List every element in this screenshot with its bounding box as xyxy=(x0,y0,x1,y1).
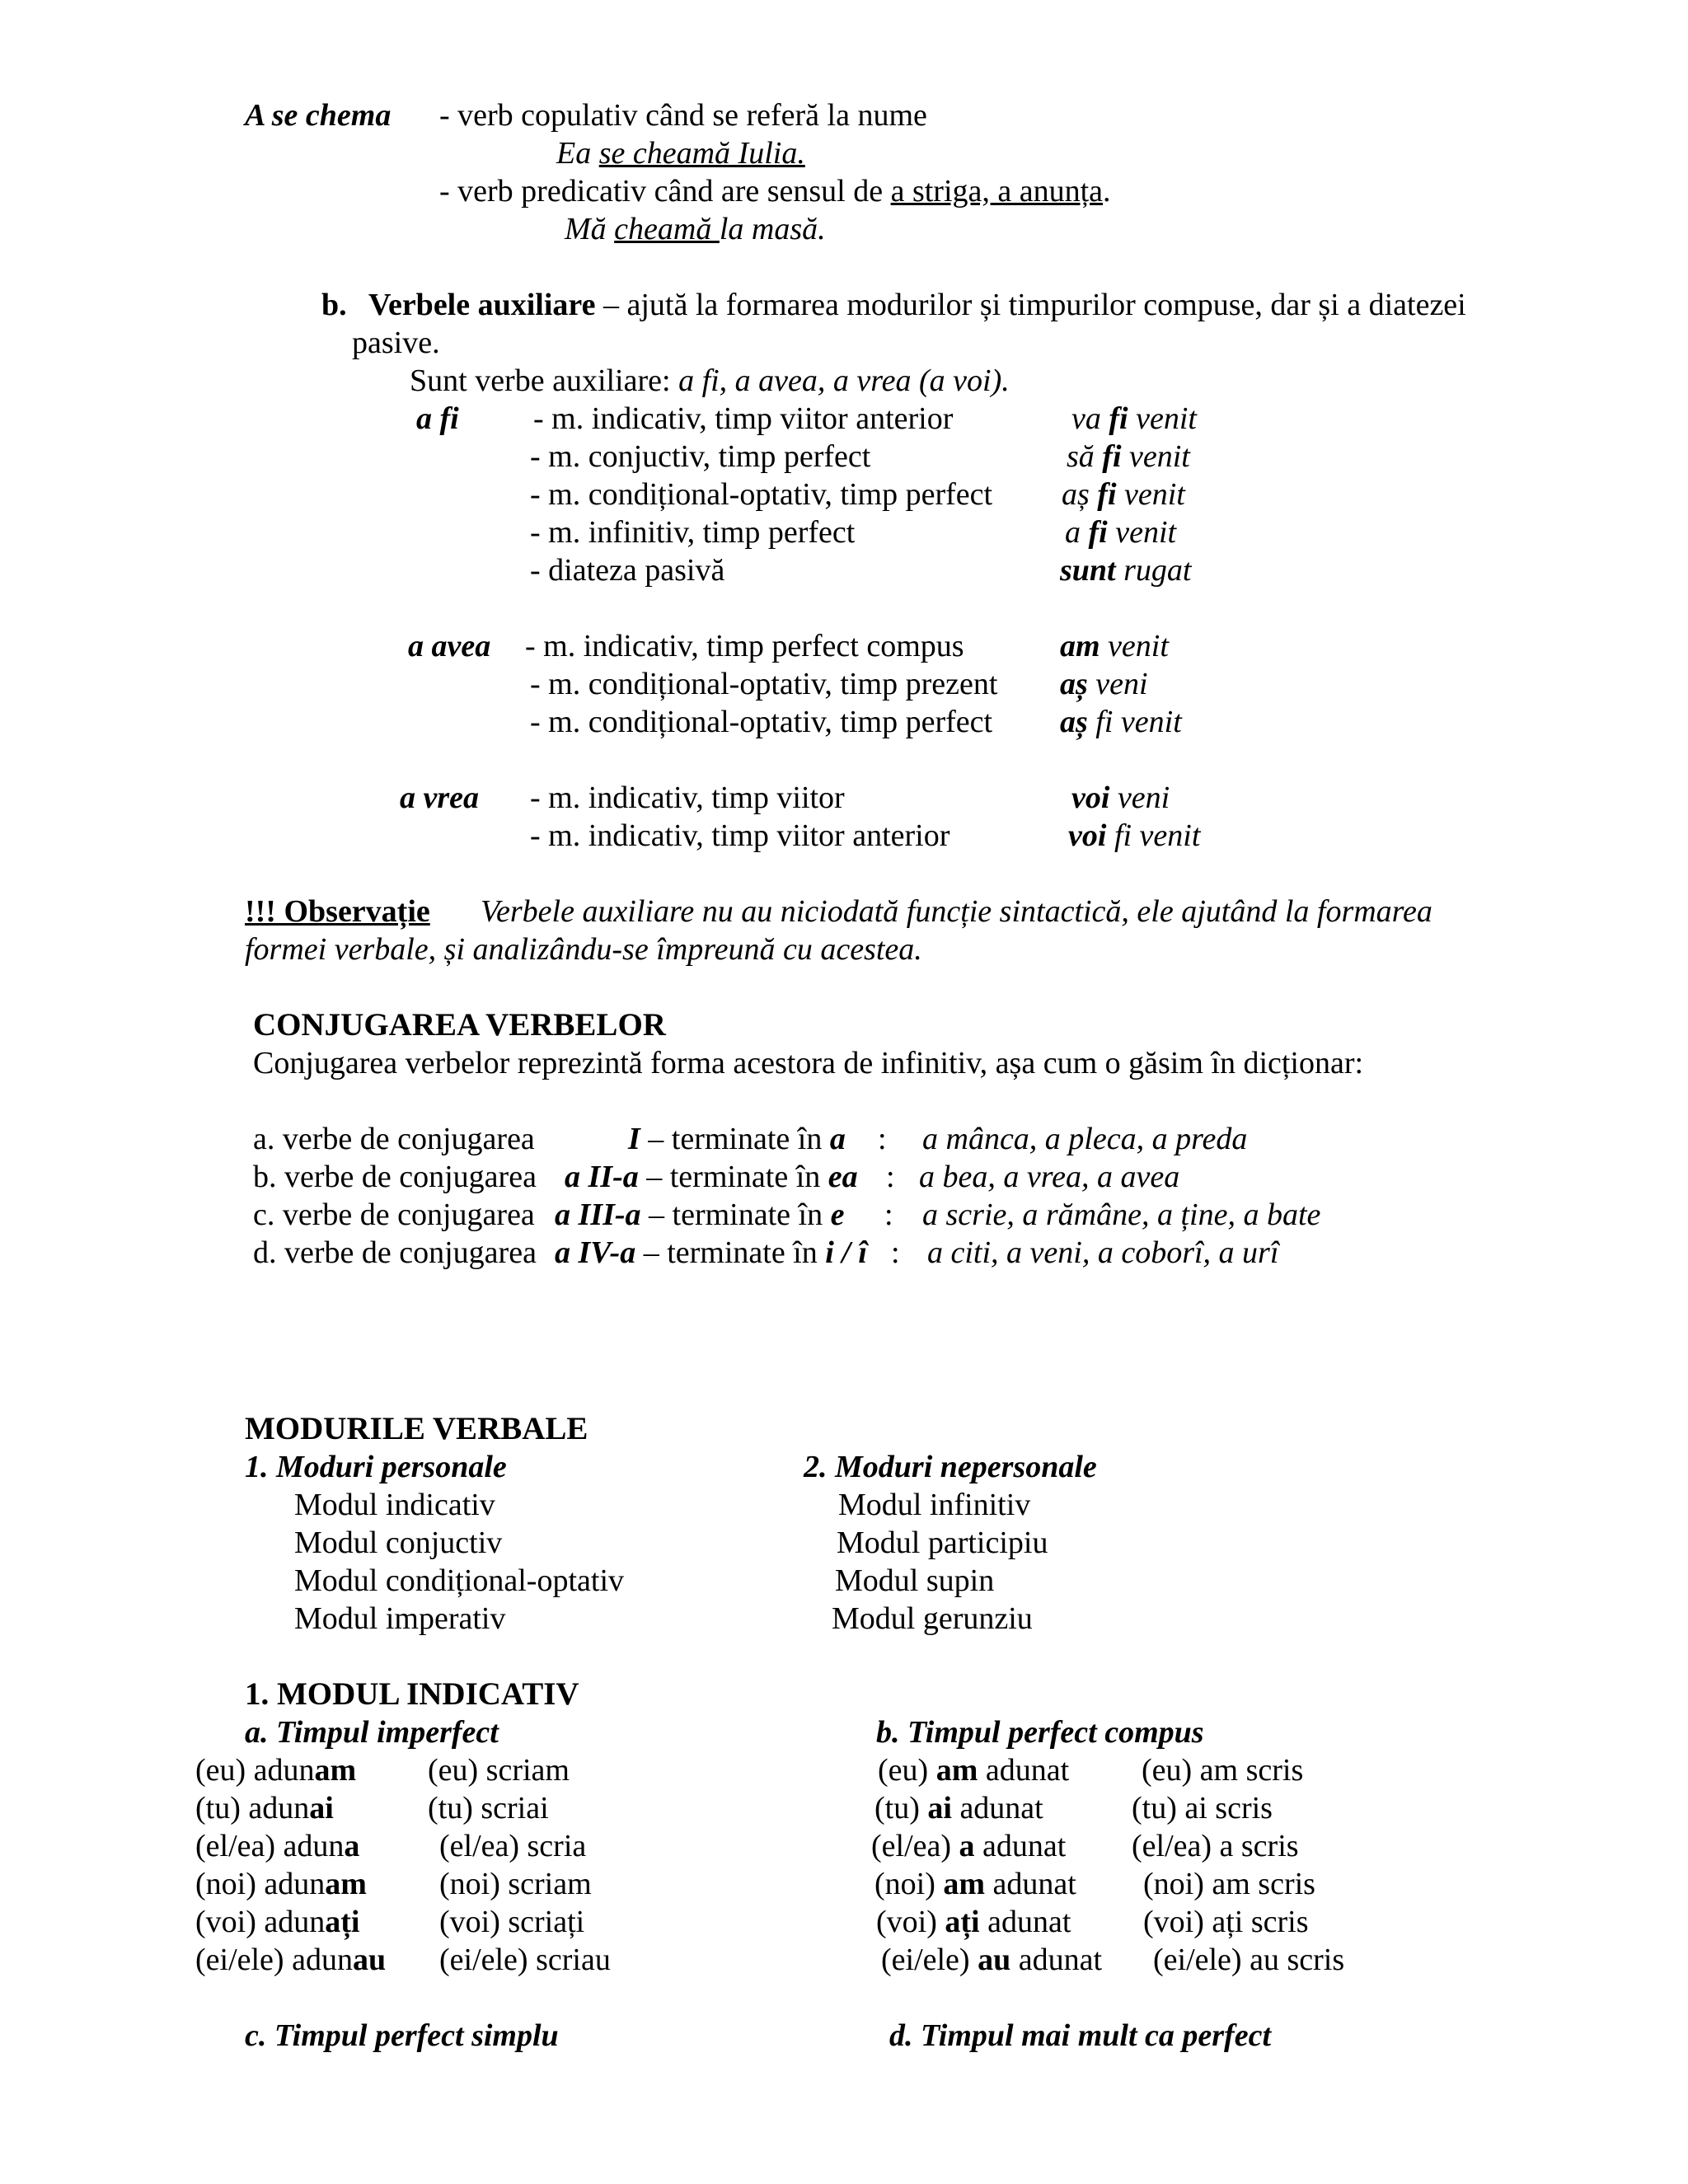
perfect-compus-form-alt: (el/ea) a scris xyxy=(1132,1829,1299,1863)
ex-aux: sunt xyxy=(1060,553,1116,588)
imperfect-form-alt: (eu) scriam xyxy=(428,1753,570,1788)
form-stem: (ei/ele) adun xyxy=(195,1943,353,1977)
example-text: Mă xyxy=(565,212,615,246)
aux-row-example xyxy=(1071,400,1197,438)
conj-number: a III-a xyxy=(555,1197,641,1232)
form-ending: au xyxy=(352,1943,387,1977)
intro-verbs: a fi, a avea, a vrea (a voi). xyxy=(678,363,1010,398)
aux-row-example xyxy=(1062,476,1185,513)
mod-nepersonal-item: Modul supin xyxy=(835,1563,995,1598)
predicativ-definition xyxy=(439,172,1111,210)
indicativ-title: 1. MODUL INDICATIV xyxy=(245,1676,579,1712)
perfect-simplu-title: c. Timpul perfect simplu xyxy=(245,2018,559,2053)
perfect-compus-form-alt: (ei/ele) au scris xyxy=(1153,1943,1345,1977)
ex-pre: să xyxy=(1067,439,1103,474)
aux-row-example xyxy=(1071,779,1170,817)
aux-row-desc: - m. indicativ, timp viitor xyxy=(530,780,845,815)
mai-mult-ca-perfect-title: d. Timpul mai mult ca perfect xyxy=(889,2018,1271,2053)
aux-row-desc: - m. indicativ, timp viitor anterior xyxy=(530,818,950,853)
predicativ-end: . xyxy=(1103,174,1111,209)
aux-row-example xyxy=(1060,703,1182,741)
form-verb: adunat xyxy=(1010,1943,1103,1977)
moduri-nepersonale-title: 2. Moduri nepersonale xyxy=(804,1450,1097,1484)
conj-row-middle xyxy=(565,1158,858,1196)
observatie-text: Verbele auxiliare nu au niciodată funcție sintactică, ele ajutând la formarea xyxy=(481,894,1432,929)
aux-row-example xyxy=(1060,665,1148,703)
mod-personal-item: Modul conjuctiv xyxy=(294,1526,503,1560)
auxiliare-letter: b. xyxy=(321,288,347,322)
copulativ-example xyxy=(556,134,805,172)
perfect-compus-form xyxy=(874,1865,1076,1903)
aux-row-example xyxy=(1068,817,1200,855)
form-verb: adunat xyxy=(951,1791,1043,1825)
conj-row-middle xyxy=(628,1120,846,1158)
form-aux: ați xyxy=(945,1905,980,1939)
aux-row-example xyxy=(1060,551,1191,589)
mod-nepersonal-item: Modul participiu xyxy=(837,1526,1048,1560)
form-pronoun: (ei/ele) xyxy=(881,1943,978,1977)
imperfect-title: a. Timpul imperfect xyxy=(245,1715,499,1750)
example-text: la masă. xyxy=(719,212,826,246)
aux-verb-a-avea: a avea xyxy=(408,629,491,663)
aux-verb-a-fi: a fi xyxy=(416,401,459,436)
ex-aux: aș xyxy=(1060,667,1088,701)
form-pronoun: (voi) xyxy=(876,1905,945,1939)
conj-mid: – terminate în xyxy=(635,1235,826,1270)
form-aux: a xyxy=(959,1829,975,1863)
form-verb: adunat xyxy=(974,1829,1067,1863)
auxiliare-heading xyxy=(368,286,1466,324)
ex-pre: va xyxy=(1071,401,1109,436)
ex-post: venit xyxy=(1121,439,1190,474)
ex-post: fi venit xyxy=(1106,818,1201,853)
moduri-personale-title: 1. Moduri personale xyxy=(245,1450,507,1484)
form-pronoun: (tu) xyxy=(874,1791,928,1825)
mod-nepersonal-item: Modul gerunziu xyxy=(832,1601,1033,1636)
predicativ-underlined: a striga, a anunța xyxy=(890,174,1104,209)
form-stem: (tu) adun xyxy=(195,1791,310,1825)
conj-ending: a xyxy=(829,1122,846,1156)
conj-row-lead: a. verbe de conjugarea xyxy=(253,1122,535,1156)
conj-row-lead: d. verbe de conjugarea xyxy=(253,1235,537,1270)
aux-row-example xyxy=(1065,513,1176,551)
perfect-compus-form-alt: (tu) ai scris xyxy=(1132,1791,1273,1825)
conj-examples: a scrie, a rămâne, a ține, a bate xyxy=(922,1197,1321,1232)
perfect-compus-form xyxy=(876,1903,1071,1941)
form-aux: am xyxy=(943,1867,986,1901)
perfect-compus-form-alt: (voi) ați scris xyxy=(1143,1905,1309,1939)
conj-examples: a bea, a vrea, a avea xyxy=(919,1160,1180,1194)
form-stem: (voi) adun xyxy=(195,1905,326,1939)
perfect-compus-form-alt: (noi) am scris xyxy=(1143,1867,1315,1901)
ex-aux: aș xyxy=(1060,705,1088,739)
conj-colon: : xyxy=(886,1160,895,1194)
perfect-compus-form xyxy=(874,1789,1043,1827)
ex-aux: fi xyxy=(1088,515,1108,550)
perfect-compus-form xyxy=(871,1827,1066,1865)
mod-personal-item: Modul indicativ xyxy=(294,1488,495,1522)
perfect-compus-form xyxy=(881,1941,1102,1979)
conj-examples: a citi, a veni, a coborî, a urî xyxy=(927,1235,1279,1270)
ex-post: venit xyxy=(1116,477,1185,512)
conj-ending: i / î xyxy=(825,1235,867,1270)
aux-row-desc: - m. indicativ, timp perfect compus xyxy=(525,629,964,663)
ex-post: venit xyxy=(1107,515,1177,550)
predicativ-example xyxy=(565,210,826,248)
auxiliare-desc-cont: pasive. xyxy=(352,326,440,360)
ex-aux: am xyxy=(1060,629,1100,663)
imperfect-form-alt: (noi) scriam xyxy=(439,1867,592,1901)
conj-colon: : xyxy=(884,1197,893,1232)
conj-examples: a mânca, a pleca, a preda xyxy=(922,1122,1248,1156)
perfect-compus-title: b. Timpul perfect compus xyxy=(876,1715,1204,1750)
aux-row-desc: - m. condițional-optativ, timp perfect xyxy=(530,477,993,512)
mod-personal-item: Modul imperativ xyxy=(294,1601,506,1636)
conj-ending: e xyxy=(830,1197,845,1232)
conj-mid: – terminate în xyxy=(640,1122,830,1156)
conjugarea-title: CONJUGAREA VERBELOR xyxy=(253,1007,666,1043)
form-stem: (eu) adun xyxy=(195,1753,315,1788)
form-aux: ai xyxy=(927,1791,952,1825)
form-verb: adunat xyxy=(979,1905,1071,1939)
intro-text: Sunt verbe auxiliare: xyxy=(410,363,679,398)
conj-row-middle xyxy=(555,1234,867,1272)
form-verb: adunat xyxy=(978,1753,1070,1788)
form-pronoun: (el/ea) xyxy=(871,1829,959,1863)
form-ending: am xyxy=(325,1867,367,1901)
imperfect-form xyxy=(195,1941,386,1979)
example-underlined: cheamă xyxy=(614,212,720,246)
imperfect-form-alt: (voi) scriați xyxy=(439,1905,585,1939)
form-ending: am xyxy=(314,1753,357,1788)
ex-post: venit xyxy=(1100,629,1169,663)
auxiliare-intro xyxy=(410,362,1010,400)
conj-colon: : xyxy=(878,1122,887,1156)
observatie-text-cont: formei verbale, și analizându-se împreună cu acestea. xyxy=(245,932,922,967)
ex-aux: voi xyxy=(1068,818,1107,853)
example-underlined: se cheamă Iulia. xyxy=(598,136,805,171)
imperfect-form xyxy=(195,1751,356,1789)
ex-pre: aș xyxy=(1062,477,1098,512)
auxiliare-title: Verbele auxiliare xyxy=(368,288,596,322)
mod-nepersonal-item: Modul infinitiv xyxy=(838,1488,1031,1522)
aux-row-example xyxy=(1067,438,1190,476)
imperfect-form-alt: (ei/ele) scriau xyxy=(439,1943,611,1977)
ex-post: venit xyxy=(1128,401,1197,436)
copulativ-definition: - verb copulativ când se referă la nume xyxy=(439,98,927,133)
ex-aux: voi xyxy=(1071,780,1110,815)
aux-row-desc: - m. conjuctiv, timp perfect xyxy=(530,439,871,474)
conj-number: a IV-a xyxy=(555,1235,636,1270)
imperfect-form-alt: (el/ea) scria xyxy=(439,1829,587,1863)
conjugarea-desc: Conjugarea verbelor reprezintă forma acestora de infinitiv, așa cum o găsim în dicționar: xyxy=(253,1046,1364,1080)
conj-ending: ea xyxy=(828,1160,858,1194)
aux-verb-a-vrea: a vrea xyxy=(400,780,480,815)
observatie-label: !!! Observație xyxy=(245,894,430,929)
ex-post: fi venit xyxy=(1087,705,1182,739)
conj-row-lead: c. verbe de conjugarea xyxy=(253,1197,535,1232)
form-stem: (noi) adun xyxy=(195,1867,326,1901)
ex-post: veni xyxy=(1109,780,1170,815)
form-pronoun: (noi) xyxy=(874,1867,944,1901)
example-text: Ea xyxy=(556,136,599,171)
perfect-compus-form xyxy=(878,1751,1069,1789)
aux-row-desc: - m. condițional-optativ, timp perfect xyxy=(530,705,993,739)
imperfect-form xyxy=(195,1789,334,1827)
mod-personal-item: Modul condițional-optativ xyxy=(294,1563,625,1598)
aux-row-desc: - m. condițional-optativ, timp prezent xyxy=(530,667,998,701)
conj-number: I xyxy=(628,1122,640,1156)
ex-post: rugat xyxy=(1115,553,1192,588)
ex-aux: fi xyxy=(1109,401,1128,436)
conj-colon: : xyxy=(891,1235,900,1270)
moduri-title: MODURILE VERBALE xyxy=(245,1411,588,1446)
form-verb: adunat xyxy=(985,1867,1076,1901)
aux-row-desc: - m. indicativ, timp viitor anterior xyxy=(533,401,954,436)
imperfect-form xyxy=(195,1865,367,1903)
imperfect-form xyxy=(195,1903,359,1941)
form-ending: a xyxy=(344,1829,360,1863)
imperfect-form-alt: (tu) scriai xyxy=(428,1791,549,1825)
form-ending: ai xyxy=(309,1791,334,1825)
form-stem: (el/ea) adun xyxy=(195,1829,345,1863)
ex-aux: fi xyxy=(1102,439,1122,474)
conj-mid: – terminate în xyxy=(640,1197,831,1232)
perfect-compus-form-alt: (eu) am scris xyxy=(1142,1753,1304,1788)
conj-row-lead: b. verbe de conjugarea xyxy=(253,1160,537,1194)
ex-aux: fi xyxy=(1097,477,1117,512)
predicativ-text: - verb predicativ când are sensul de xyxy=(439,174,891,209)
aux-row-desc: - m. infinitiv, timp perfect xyxy=(530,515,856,550)
form-pronoun: (eu) xyxy=(878,1753,936,1788)
conj-mid: – terminate în xyxy=(638,1160,828,1194)
ex-post: veni xyxy=(1087,667,1148,701)
conj-row-middle xyxy=(555,1196,844,1234)
term-a-se-chema: A se chema xyxy=(245,98,392,133)
aux-row-example xyxy=(1060,627,1169,665)
form-aux: am xyxy=(935,1753,978,1788)
form-ending: ați xyxy=(325,1905,360,1939)
ex-pre: a xyxy=(1065,515,1089,550)
imperfect-form xyxy=(195,1827,359,1865)
aux-row-desc: - diateza pasivă xyxy=(530,553,725,588)
form-aux: au xyxy=(978,1943,1011,1977)
conj-number: a II-a xyxy=(565,1160,639,1194)
auxiliare-desc: – ajută la formarea modurilor și timpurilor compuse, dar și a diatezei xyxy=(595,288,1466,322)
